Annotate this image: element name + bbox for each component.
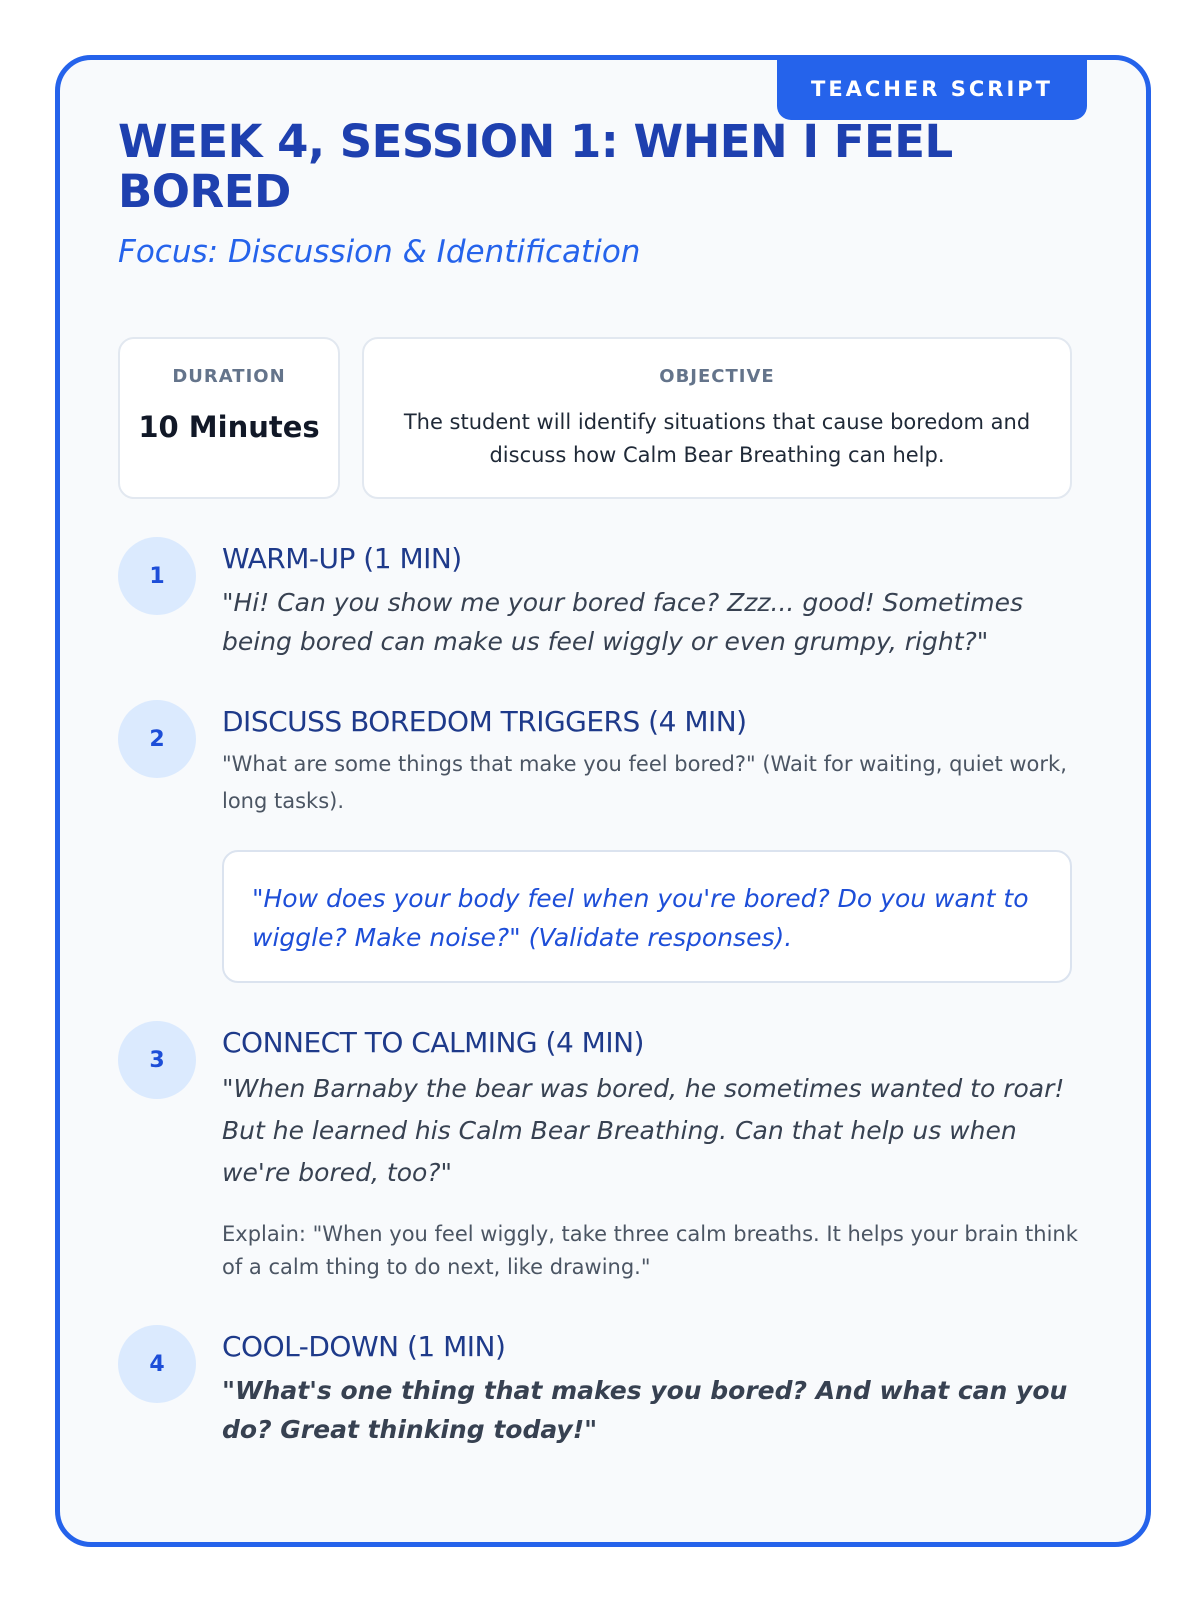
step-2-number: 2 [118,700,196,778]
step-2-callout: "How does your body feel when you're bored? Do you want to wiggle? Make noise?" (Validate responses). [222,850,1072,983]
step-1-quote: "Hi! Can you show me your bored face? Zzz... good! Sometimes being bored can make us feel wiggly or even grumpy, right?" [222,588,1024,656]
step-3-quote: "When Barnaby the bear was bored, he sometimes wanted to roar! But he learned his Calm Bear Breathing. Can that help us when we're bored, too?" [222,1074,1065,1187]
objective-text: The student will identify situations that cause boredom and discuss how Calm Bear Breathing can help. [403,410,1031,467]
step-2-title: DISCUSS BOREDOM TRIGGERS (4 MIN) [222,705,747,738]
step-3-text: Explain: "When you feel wiggly, take three calm breaths. It helps your brain think of a calm thing to do next, like drawing." [222,1222,1078,1279]
step-4-number: 4 [118,1325,196,1403]
objective-label: OBJECTIVE [659,366,775,387]
step-4-title: COOL-DOWN (1 MIN) [222,1330,506,1363]
step-1-title: WARM-UP (1 MIN) [222,542,462,575]
duration-box [118,337,340,499]
focus-subtitle: Focus: Discussion & Identification [118,234,641,270]
duration-value: 10 Minutes [138,410,320,444]
step-3-number: 3 [118,1021,196,1099]
page-title: WEEK 4, SESSION 1: WHEN I FEEL BORED [118,115,953,218]
step-1-number: 1 [118,537,196,615]
duration-label: DURATION [172,366,286,387]
step-3-title: CONNECT TO CALMING (4 MIN) [222,1026,644,1059]
teacher-script-card [55,55,1151,1547]
teacher-script-tab: TEACHER SCRIPT [777,58,1087,120]
step-2-text: "What are some things that make you feel bored?" (Wait for waiting, quiet work, long tasks). [222,752,1067,813]
step-4-quote: "What's one thing that makes you bored? And what can you do? Great thinking today!" [222,1376,1068,1444]
objective-box [362,337,1072,499]
